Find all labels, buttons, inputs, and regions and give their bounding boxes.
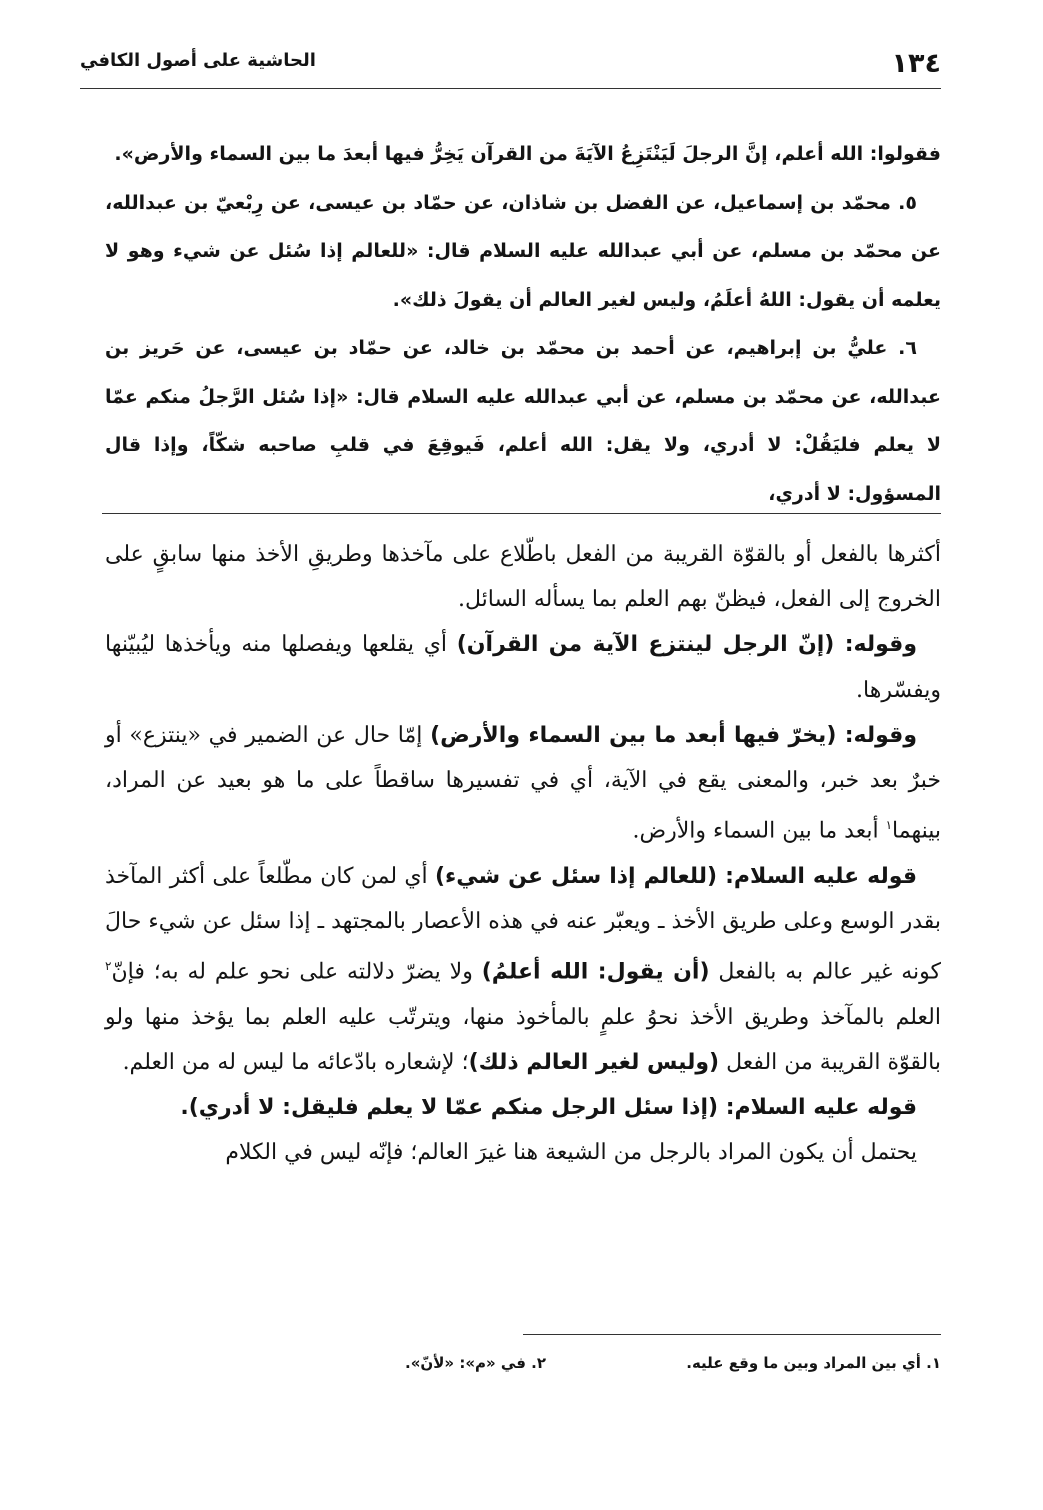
quoted-phrase: (أن يقول: الله أعلمُ) [481,959,710,985]
page-number: ١٣٤ [891,48,941,79]
text-commentary-divider [102,513,941,514]
footnote-2: ٢. في «م»: «لأنّ». [405,1354,546,1372]
running-title: الحاشية على أصول الكافي [80,50,316,71]
commentary-paragraph-4 [105,854,941,1085]
commentary-lead: قوله عليه السلام: [718,1095,917,1121]
footnote-ref-2: ٢ [105,959,112,974]
commentary-text: إمّا حال عن الضمير في «ينتزع» أو خبرٌ بعد خبر، والمعنى يقع في الآية، أي في تفسيرها ساقطاً على ما هو بعيد عن المراد، بينهما [105,722,941,844]
quoted-phrase: (للعالم إذا سئل عن شيء) [435,863,718,889]
commentary-text: أي يقلعها ويفصلها منه ويأخذها ليُبيّنها ويفسّرها. [105,632,941,703]
commentary-paragraph-1: أكثرها بالفعل أو بالقوّة القريبة من الفعل باطّلاع على مآخذها وطريقِ الأخذ منها سابقٍ على الخروج إلى الفعل، فيظنّ بهم العلم بما يسأله السائل. [105,542,941,613]
running-header [78,44,941,84]
hadith-6: ٦. عليُّ بن إبراهيم، عن أحمد بن محمّد بن خالد، عن حمّاد بن عيسى، عن حَريز بن عبدالله، عن محمّد بن مسلم، عن أبي عبدالله عليه السلام قال: «إذا سُئل الرَّجلُ منكم عمّا لا يعلم فليَقُلْ: لا أدري، ولا يقل: الله أعلم، فَيوقِعَ في قلبِ صاحبه شكّاً، وإذا قال المسؤول: لا أدري، [105,337,941,505]
commentary-text: أي لمن كان مطّلعاً على أكثر المآخذ بقدر الوسع وعلى طريق الأخذ ـ ويعبّر عنه في هذه الأعصار بالمجتهد ـ إذا سئل عن شيء حالَ كونه غير عالم به بالفعل [105,863,942,985]
commentary-text: ولا يضرّ دلالته على نحو علم له به؛ فإنّ [111,959,482,985]
footnote-divider [523,1334,941,1335]
hadith-line-continuation: فقولوا: الله أعلم، إنَّ الرجلَ لَيَنْتَزِعُ الآيَةَ من القرآن يَخِرُّ فيها أبعدَ ما بين السماء والأرض». [114,143,941,165]
commentary-text: العلم بالمآخذ وطريق الأخذ نحوُ علمٍ بالمأخوذ منها، ويترتّب عليه العلم بما يؤخذ منها ولو بالقوّة القريبة من الفعل [105,1004,941,1075]
commentary-lead: قوله عليه السلام: [717,863,917,889]
quoted-phrase: (إذا سئل الرجل منكم عمّا لا يعلم فليقل: لا أدري). [180,1095,719,1121]
commentary-paragraph-6: يحتمل أن يكون المراد بالرجل من الشيعة هنا غيرَ العالم؛ فإنّه ليس في الكلام [225,1140,917,1166]
footnote-ref-1: ١ [885,818,893,833]
quoted-phrase: (يخرّ فيها أبعد ما بين السماء والأرض) [430,722,837,748]
hadith-5: ٥. محمّد بن إسماعيل، عن الفضل بن شاذان، عن حمّاد بن عيسى، عن رِبْعيّ بن عبدالله، عن محمّد بن مسلم، عن أبي عبدالله عليه السلام قال: «للعالم إذا سُئل عن شيء وهو لا يعلمه أن يقول: اللهُ أعلَمُ، وليس لغير العالم أن يقولَ ذلك». [105,191,941,311]
header-divider [80,88,941,89]
quoted-phrase: (وليس لغير العالم ذلك) [468,1049,720,1075]
footnotes [105,1354,941,1384]
commentary-lead: وقوله: [836,722,918,748]
commentary-lead: وقوله: [834,632,917,658]
commentary-text: ؛ لإشعاره بادّعائه ما ليس له من العلم. [122,1049,469,1075]
commentary-paragraph-2 [105,622,941,712]
commentary-text: أبعد ما بين السماء والأرض. [632,818,886,844]
commentary-paragraph-3 [105,713,941,854]
commentary-block [105,532,941,1176]
hadith-text-block [105,130,941,518]
commentary-paragraph-5 [105,1085,941,1130]
footnote-1: ١. أي بين المراد وبين ما وقع عليه. [686,1354,941,1372]
quoted-phrase: (إنّ الرجل لينتزع الآية من القرآن) [456,632,835,658]
